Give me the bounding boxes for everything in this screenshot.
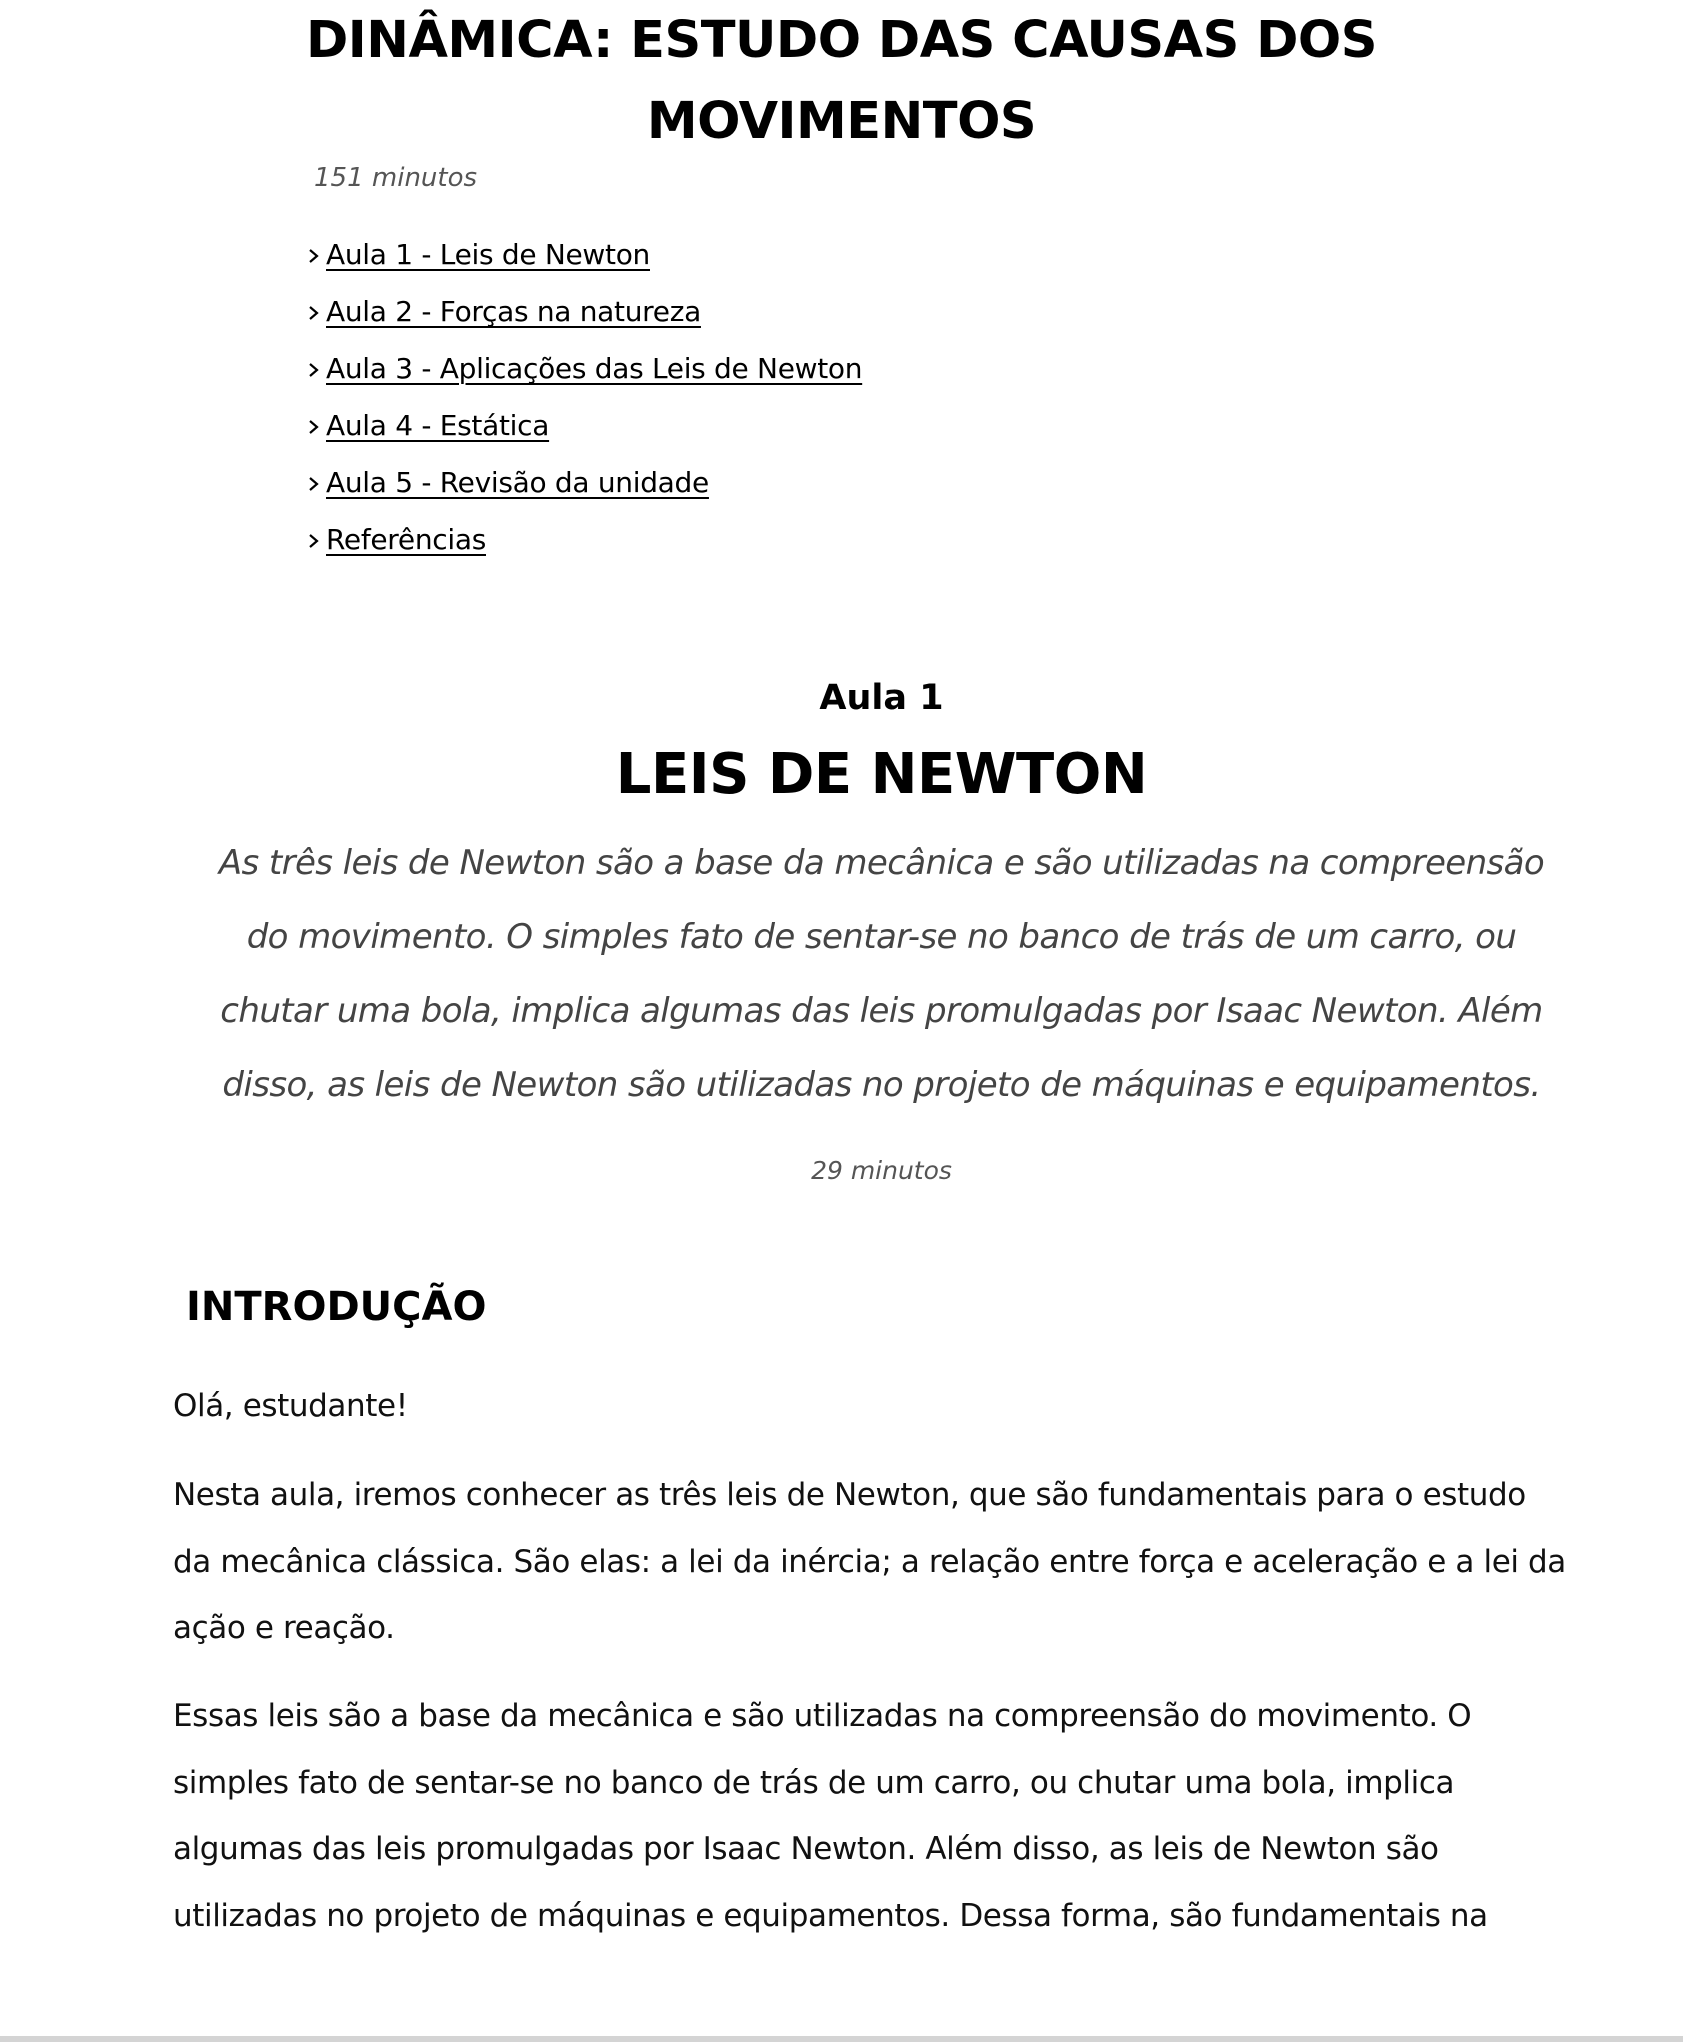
toc-link-aula-3[interactable]: Aula 3 - Aplicações das Leis de Newton [326, 352, 863, 385]
chevron-right-icon [308, 303, 320, 323]
toc-link-referencias[interactable]: Referências [326, 523, 486, 556]
toc-item-referencias[interactable] [308, 511, 862, 568]
toc-item-aula-3[interactable] [308, 340, 862, 397]
paragraph-line: Essas leis são a base da mecânica e são utilizadas na compreensão do movimento. O [173, 1698, 1472, 1734]
table-of-contents [308, 226, 862, 568]
chevron-right-icon [308, 417, 320, 437]
section-heading-introducao: INTRODUÇÃO [186, 1284, 487, 1330]
toc-link-aula-5[interactable]: Aula 5 - Revisão da unidade [326, 466, 709, 499]
chevron-right-icon [308, 360, 320, 380]
toc-item-aula-5[interactable] [308, 454, 862, 511]
summary-line: do movimento. O simples fato de sentar-se no banco de trás de um carro, ou [246, 917, 1517, 957]
chevron-right-icon [308, 474, 320, 494]
lesson-duration: 29 minutos [811, 1156, 952, 1185]
toc-item-aula-4[interactable] [308, 397, 862, 454]
unit-title-line-1: DINÂMICA: ESTUDO DAS CAUSAS DOS [305, 11, 1378, 70]
intro-paragraph-3 [173, 1683, 1593, 1949]
paragraph-line: ação e reação. [173, 1610, 395, 1646]
toc-link-aula-4[interactable]: Aula 4 - Estática [326, 409, 550, 442]
toc-item-aula-1[interactable] [308, 226, 862, 283]
lesson-summary [180, 826, 1583, 1122]
toc-link-aula-2[interactable]: Aula 2 - Forças na natureza [326, 295, 701, 328]
paragraph-line: da mecânica clássica. São elas: a lei da inércia; a relação entre força e aceleração e a lei da [173, 1543, 1566, 1580]
summary-line: As três leis de Newton são a base da mecânica e são utilizadas na compreensão [218, 843, 1545, 883]
paragraph-line: Nesta aula, iremos conhecer as três leis de Newton, que são fundamentais para o estudo [173, 1477, 1526, 1513]
lesson-kicker: Aula 1 [819, 678, 944, 718]
intro-paragraph-2 [173, 1462, 1593, 1662]
lesson-title: LEIS DE NEWTON [615, 742, 1148, 807]
page-bottom-edge [0, 2036, 1683, 2042]
chevron-right-icon [308, 246, 320, 266]
summary-line: disso, as leis de Newton são utilizadas no projeto de máquinas e equipamentos. [222, 1065, 1541, 1105]
paragraph-line: Olá, estudante! [173, 1388, 408, 1424]
unit-title-line-2: MOVIMENTOS [646, 92, 1037, 151]
toc-link-aula-1[interactable]: Aula 1 - Leis de Newton [326, 238, 650, 271]
toc-item-aula-2[interactable] [308, 283, 862, 340]
summary-line: chutar uma bola, implica algumas das leis promulgadas por Isaac Newton. Além [220, 991, 1543, 1031]
intro-paragraph-1 [173, 1373, 1593, 1440]
unit-duration: 151 minutos [314, 163, 478, 193]
paragraph-line: utilizadas no projeto de máquinas e equipamentos. Dessa forma, são fundamentais na [173, 1897, 1488, 1934]
chevron-right-icon [308, 531, 320, 551]
unit-title [0, 0, 1683, 162]
paragraph-line: algumas das leis promulgadas por Isaac Newton. Além disso, as leis de Newton são [173, 1831, 1439, 1867]
paragraph-line: simples fato de sentar-se no banco de trás de um carro, ou chutar uma bola, implica [173, 1764, 1455, 1801]
